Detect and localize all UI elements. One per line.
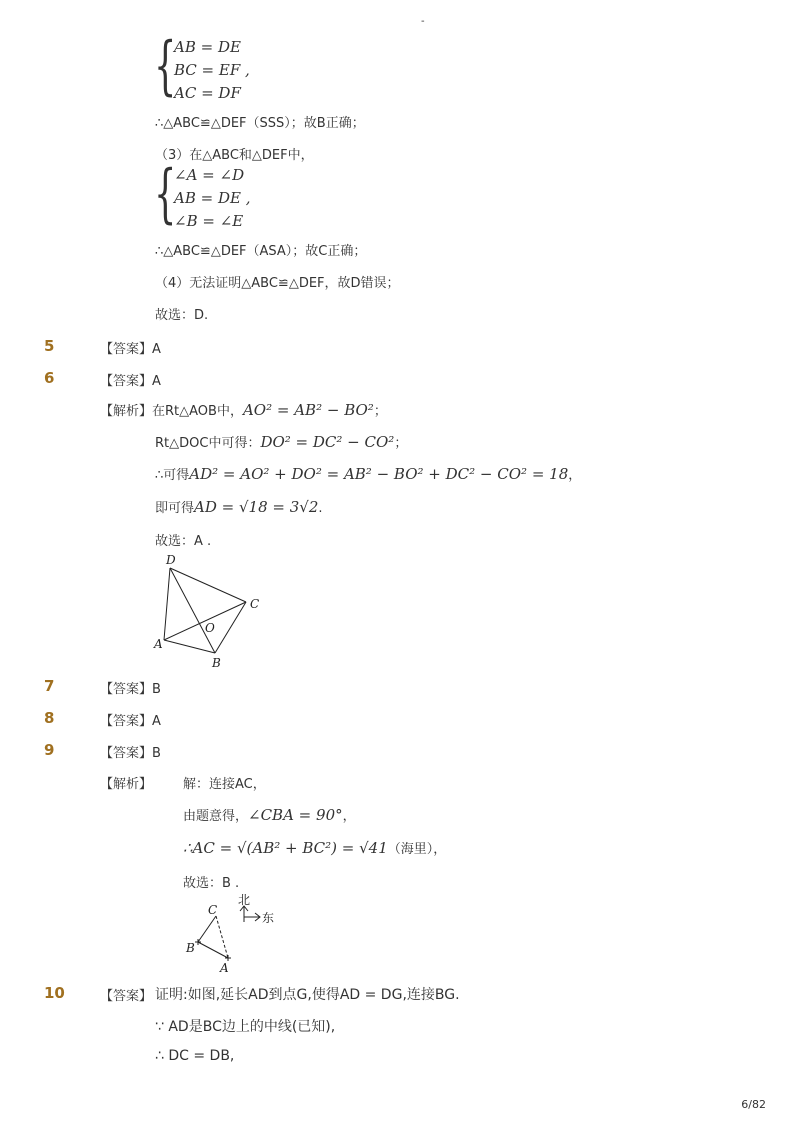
label-A: A [220,961,229,975]
step-line: （4）无法证明△ABC≌△DEF，故D错误； [155,276,400,291]
conclusion-line: ∴△ABC≌△DEF（SSS）；故B正确； [155,116,365,131]
brace-2: { [154,157,177,231]
label-B: B [212,656,221,670]
label-D: D [166,553,176,567]
label-B: B [186,941,195,955]
analysis-line: 【解析】在Rt△AOB中，AO² = AB² − BO²； [100,401,387,419]
question-number: 8 [44,709,55,727]
navigation-figure [178,892,288,977]
question-number: 6 [44,369,55,387]
answer-tag: 【答案】B [100,682,161,697]
choose-line: 故选：D. [155,308,209,323]
system-line: AB = DE [174,38,241,56]
label-C: C [208,903,218,917]
answer-tag: 【答案】A [100,714,161,729]
analysis-line: Rt△DOC中可得：DO² = DC² − CO²； [155,433,408,451]
system-line: AC = DF [174,84,241,102]
question-number: 9 [44,741,55,759]
north-label: 北 [238,893,251,907]
step-line: （3）在△ABC和△DEF中， [155,148,314,163]
analysis-line: ∴可得AD² = AO² + DO² = AB² − BO² + DC² − CO² = 18， [155,465,582,483]
analysis-line: 解：连接AC， [183,777,266,792]
analysis-line: ∴AC = √(AB² + BC²) = √41（海里）， [183,839,447,857]
answer-value: A [152,342,161,357]
label-O: O [205,621,215,635]
answer-value: A [152,714,161,729]
system-line: AB = DE , [174,189,251,207]
answer-value: B [152,746,161,761]
analysis-line: 由题意得，∠CBA = 90°， [183,806,356,824]
system-line: BC = EF , [174,61,250,79]
analysis-line: 即可得AD = √18 = 3√2. [155,498,323,516]
choose-line: 故选：B . [183,876,240,891]
answer-tag: 【答案】A [100,374,161,389]
header-mark: - [421,16,425,27]
answer-tag: 【答案】A [100,342,161,357]
label-A: A [154,637,163,651]
answer-value: A [152,374,161,389]
label-C: C [250,597,260,611]
conclusion-line: ∴△ABC≌△DEF（ASA）；故C正确； [155,244,367,259]
question-number: 7 [44,677,55,695]
east-label: 东 [262,911,275,925]
proof-line: 证明:如图,延长AD到点G,使得AD = DG,连接BG. [155,987,460,1003]
quadrilateral-figure [150,550,270,675]
question-number: 5 [44,337,55,355]
answer-value: B [152,682,161,697]
page-number: 6/82 [741,1098,766,1111]
proof-line: ∴ DC = DB, [155,1048,235,1064]
question-number: 10 [44,984,65,1002]
proof-line: ∵ AD是BC边上的中线(已知), [155,1019,336,1035]
analysis-tag: 【解析】 [100,777,153,792]
system-line: ∠A = ∠D [174,166,245,184]
answer-tag: 【答案】 [100,989,153,1004]
system-line: ∠B = ∠E [174,212,244,230]
analysis-tag: 【解析】 [100,404,153,419]
choose-line: 故选：A . [155,534,212,549]
brace-1: { [154,29,177,103]
answer-tag: 【答案】B [100,746,161,761]
